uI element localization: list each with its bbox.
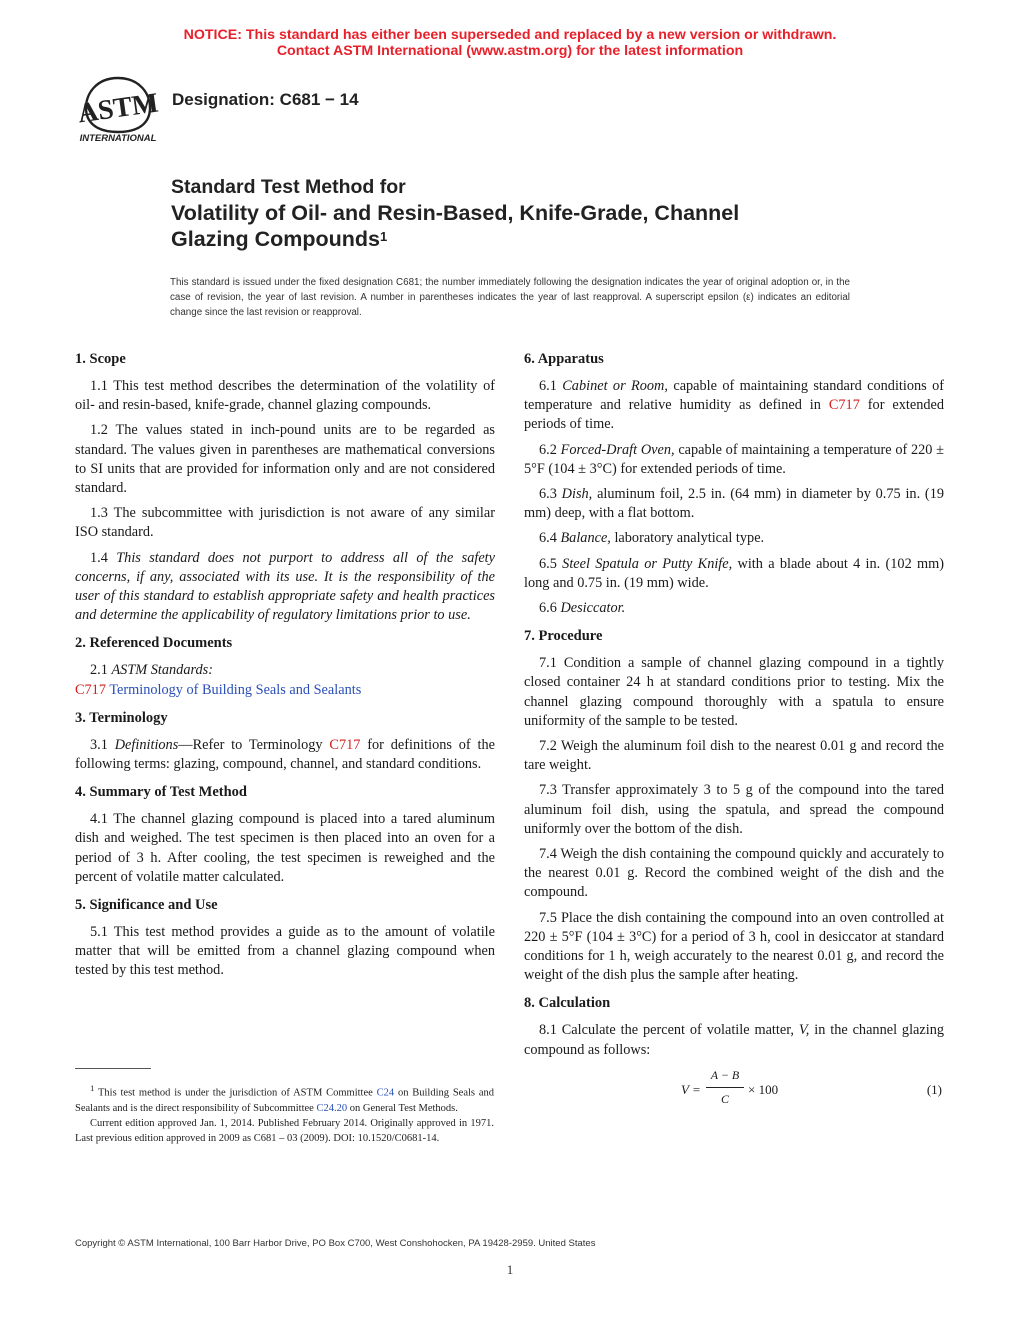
section-apparatus — [524, 350, 944, 618]
astm-logo — [74, 74, 162, 144]
equation-denominator: C — [720, 1092, 729, 1107]
c24-link[interactable]: C24 — [376, 1087, 395, 1099]
calc-text-b: in the channel glazing compound as follows: — [524, 1022, 944, 1058]
paragraph-number: 1.4 — [90, 549, 108, 566]
section-significance — [75, 896, 495, 981]
paragraph-6-6 — [524, 599, 944, 618]
terminology-text-pre: —Refer to Terminology — [178, 736, 323, 753]
section-summary — [75, 783, 495, 887]
document-title — [171, 175, 739, 252]
item-text: laboratory analytical type. — [614, 530, 765, 547]
notice-line-1: NOTICE: This standard has either been superseded and replaced by a new version or withdrawn. — [183, 27, 837, 43]
paragraph-number: 6.2 — [539, 441, 557, 458]
paragraph-number: 3.1 — [90, 736, 108, 753]
section-procedure — [524, 627, 944, 985]
item-text: capable of maintaining standard conditions of temperature and relative humidity as defined in — [524, 378, 945, 414]
astm-standards-label: ASTM Standards: — [111, 662, 213, 679]
title-line-1: Standard Test Method for — [171, 176, 406, 198]
item-term: Balance, — [560, 530, 611, 547]
title-line-3-text: Glazing Compounds — [171, 227, 381, 251]
item-text: capable of maintaining a temperature of 220 ± 5°F (104 ± 3°C) for extended periods of time. — [524, 441, 945, 477]
paragraph-6-2 — [524, 441, 944, 479]
equation-fraction — [706, 1066, 744, 1109]
section-heading: 8. Calculation — [524, 995, 611, 1012]
section-heading: 4. Summary of Test Method — [75, 784, 247, 801]
title-footnote-mark: 1 — [380, 229, 388, 244]
item-term: Steel Spatula or Putty Knife, — [562, 555, 733, 572]
title-line-3 — [171, 226, 739, 252]
paragraph-7-3: 7.3 Transfer approximately 3 to 5 g of the compound into the tared aluminum foil dish, using the spatula, and spread the compound uniformly over the bottom of the dish. — [524, 782, 944, 837]
item-text: with a blade about 4 in. (102 mm) long and 0.75 in. (19 mm) wide. — [524, 555, 945, 591]
paragraph-7-5: 7.5 Place the dish containing the compound into an oven controlled at 220 ± 5°F (104 ± 3°C) for a period of 3 h, cool in desiccator at standard conditions for 1 h, weigh accurately to the nearest 0.01 g, and record the weight of the dish plus the sample after heating. — [524, 909, 944, 984]
footnote-1-text-c: on General Test Methods. — [349, 1102, 458, 1114]
paragraph-6-1 — [524, 377, 944, 435]
paragraph-7-1: 7.1 Condition a sample of channel glazing compound in a tightly closed container 24 h at standard conditions prior to testing. Mix the channel glazing compound thoroughly with a spatula to ensure uniformity of the sample to be tested. — [524, 655, 944, 729]
section-heading: 7. Procedure — [524, 628, 603, 645]
footnote-1 — [75, 1081, 494, 1116]
paragraph-1-4 — [75, 549, 495, 626]
reference-title-link[interactable]: Terminology of Building Seals and Sealants — [109, 681, 362, 698]
variable-v: V, — [798, 1022, 810, 1039]
item-term: Desiccator. — [560, 600, 626, 617]
paragraph-number: 6.5 — [539, 555, 557, 572]
section-calculation — [524, 994, 944, 1109]
paragraph-6-3 — [524, 485, 944, 523]
paragraph-8-1 — [524, 1021, 944, 1059]
section-scope — [75, 350, 495, 625]
footnotes — [75, 1081, 494, 1146]
paragraph-1-3: 1.3 The subcommittee with jurisdiction is not aware of any similar ISO standard. — [75, 505, 495, 541]
logo-text: ASTM — [75, 87, 161, 130]
equation-lhs: V = — [681, 1081, 701, 1097]
footnote-2: Current edition approved Jan. 1, 2014. Published February 2014. Originally approved in 1971. Last previous edition approved in 2009 as C681 – 03 (2009). DOI: 10.1520/C0681-14. — [75, 1117, 494, 1145]
c24-20-link[interactable]: C24.20 — [316, 1102, 348, 1114]
issued-statement: This standard is issued under the fixed designation C681; the number immediately following the designation indicates the year of original adoption or, in the case of revision, the year of last revision. A number in parentheses indicates the year of last reapproval. A superscript epsilon (ε) indicates an editorial change since the last revision or reapproval. — [170, 277, 850, 318]
item-text-post: for extended periods of time. — [524, 397, 944, 433]
reference-code-link[interactable]: C717 — [75, 681, 106, 698]
section-heading: 1. Scope — [75, 351, 126, 367]
right-column — [524, 350, 944, 1119]
equation-number: (1) — [926, 1081, 942, 1097]
calc-text-a: 8.1 Calculate the percent of volatile matter, — [539, 1022, 794, 1039]
paragraph-6-4 — [524, 529, 944, 548]
notice-line-2: Contact ASTM International (www.astm.org) for the latest information — [276, 43, 744, 59]
footnote-1-text-a: This test method is under the jurisdiction of ASTM Committee — [98, 1087, 373, 1099]
equation-1 — [524, 1066, 944, 1110]
terminology-text-post: for definitions of the following terms: glazing, compound, channel, and standard conditions. — [75, 736, 496, 773]
item-term: Cabinet or Room, — [562, 378, 668, 394]
paragraph-number: 2.1 — [90, 662, 108, 679]
paragraph-number: 6.6 — [539, 600, 557, 617]
c717-link[interactable]: C717 — [329, 736, 361, 753]
title-line-2: Volatility of Oil- and Resin-Based, Knife-Grade, Channel — [171, 201, 740, 225]
paragraph-2-1 — [75, 661, 495, 680]
item-term: Forced-Draft Oven, — [560, 441, 675, 458]
item-term: Dish, — [561, 486, 593, 503]
section-referenced-documents — [75, 634, 495, 699]
paragraph-4-1: 4.1 The channel glazing compound is placed into a tared aluminum dish and weighed. The test specimen is then placed into an oven for a period of 3 h. After cooling, the test specimen is reweighed and the percent of volatile matter calculated. — [75, 811, 495, 885]
equation-numerator: A − B — [706, 1066, 744, 1088]
c717-link[interactable]: C717 — [828, 397, 860, 414]
left-column — [75, 350, 495, 990]
logo-subtext: INTERNATIONAL — [79, 133, 157, 144]
paragraph-3-1 — [75, 736, 495, 774]
page-number: 1 — [506, 1262, 514, 1277]
footnote-mark: 1 — [90, 1083, 95, 1093]
paragraph-7-2: 7.2 Weigh the aluminum foil dish to the nearest 0.01 g and record the tare weight. — [524, 738, 944, 774]
copyright-line: Copyright © ASTM International, 100 Barr Harbor Drive, PO Box C700, West Conshohocken, PA 19428-2959. United States — [75, 1238, 596, 1249]
paragraph-5-1: 5.1 This test method provides a guide as to the amount of volatile matter that will be emitted from a channel glazing compound when tested by this test method. — [75, 924, 495, 979]
footnote-1-text-b: on Building Seals and Sealants and is the direct responsibility of Subcommittee — [75, 1087, 494, 1114]
reference-c717[interactable] — [75, 681, 495, 700]
paragraph-1-2: 1.2 The values stated in inch-pound units are to be regarded as standard. The values given in parentheses are mathematical conversions to SI units that are provided for information only and are not considered standard. — [75, 422, 495, 497]
section-heading: 2. Referenced Documents — [75, 635, 233, 652]
item-text: aluminum foil, 2.5 in. (64 mm) in diameter by 0.75 in. (19 mm) deep, with a flat bottom. — [524, 486, 944, 522]
paragraph-number: 6.4 — [539, 530, 557, 547]
section-heading: 6. Apparatus — [524, 351, 604, 367]
paragraph-number: 6.1 — [539, 378, 557, 394]
paragraph-number: 6.3 — [539, 486, 557, 503]
footnote-divider — [75, 1068, 151, 1069]
withdrawal-notice — [0, 27, 1020, 59]
paragraph-7-4: 7.4 Weigh the dish containing the compound quickly and accurately to the nearest 0.01 g. Record the combined weight of the dish and the compound. — [524, 846, 944, 901]
paragraph-1-1: 1.1 This test method describes the determination of the volatility of oil- and resin-based, knife-grade, channel glazing compounds. — [75, 378, 495, 414]
safety-statement: This standard does not purport to address all of the safety concerns, if any, associated with its use. It is the responsibility of the user of this standard to establish appropriate safety and health practices and determine the applicability of regulatory limitations prior to use. — [75, 549, 495, 624]
designation: Designation: C681 − 14 — [172, 90, 359, 109]
term-definitions: Definitions — [114, 736, 179, 753]
section-terminology — [75, 709, 495, 774]
paragraph-6-5 — [524, 555, 944, 593]
equation-rhs: × 100 — [748, 1081, 779, 1097]
section-heading: 3. Terminology — [75, 709, 168, 726]
section-heading: 5. Significance and Use — [75, 897, 218, 914]
